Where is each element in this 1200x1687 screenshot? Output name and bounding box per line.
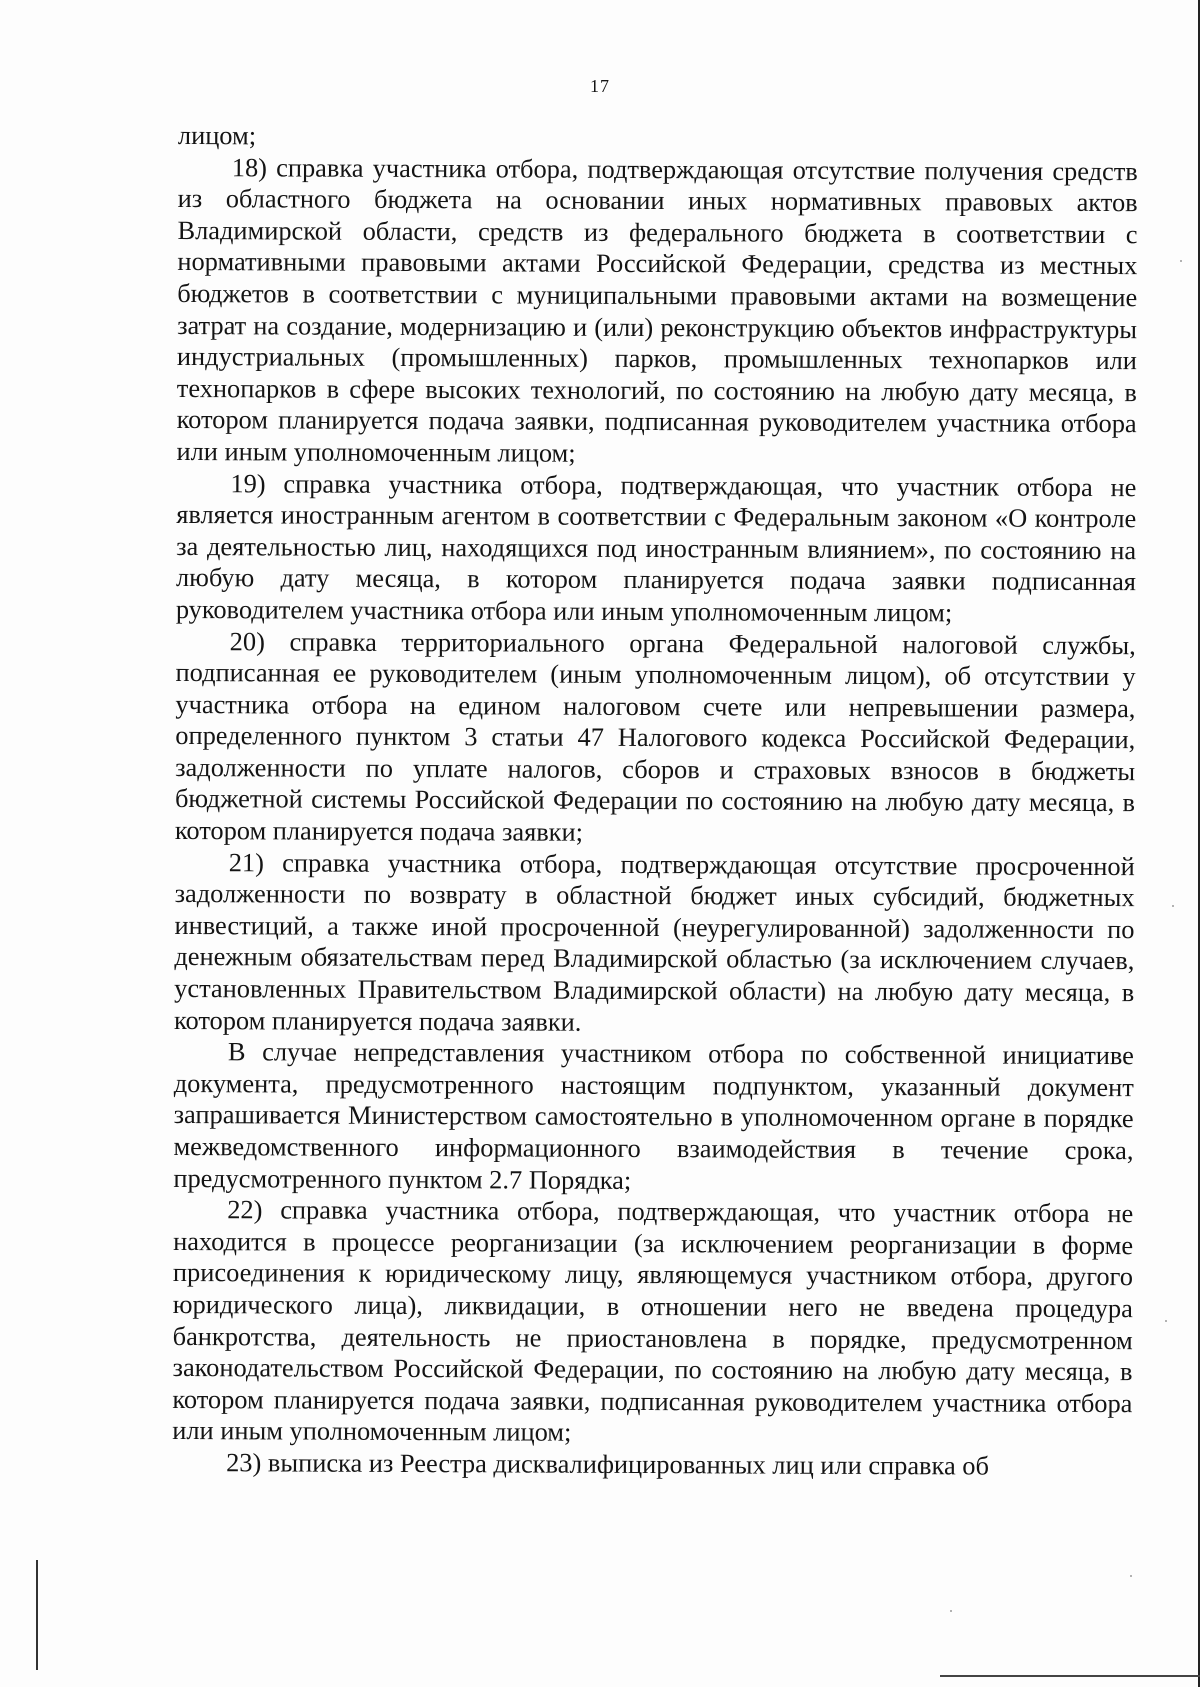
scan-speckle: [1165, 1320, 1167, 1322]
scan-speckle: [1130, 1575, 1132, 1577]
body-text: [172, 120, 1138, 1483]
paragraph-item-23: 23) выписка из Реестра дисквалифицированных лиц или справка об: [226, 1447, 989, 1481]
paragraph-item-20: 20) справка территориального органа Федеральной налоговой службы, подписанная ее руководителем (иным уполномоченным лицом), об отсутствии у участника отбора на едином налоговом счете или непревышении размера, определенного пунктом 3 статьи 47 Налогового кодекса Российской Федерации, задолженности по уплате налогов, сборов и страховых взносов в бюджеты бюджетной системы Российской Федерации по состоянию на любую дату месяца, в котором планируется подача заявки;: [174, 625, 1136, 847]
scan-edge-left: [36, 1560, 38, 1670]
page-number: 17: [590, 76, 610, 96]
paragraph-item-19: 19) справка участника отбора, подтверждающая, что участник отбора не является иностранным агентом в соответствии с Федеральным законом «О контроле за деятельностью лиц, находящихся под иностранным влиянием», по состоянию на любую дату месяца, в котором планируется подача заявки подписанная руководителем участника отбора или иным уполномоченным лицом;: [175, 467, 1137, 628]
paragraph-item-18: 18) справка участника отбора, подтверждающая отсутствие получения средств из областного бюджета на основании иных нормативных правовых актов Владимирской области, средств из федерального бюджета в соответствии с нормативными правовыми актами Российской Федерации, средства из местных бюджетов в соответствии с муниципальными правовыми актами на возмещение затрат на создание, модернизацию и (или) реконструкцию объектов инфраструктуры индустриальных (промышленных) парков, промышленных технопарков или технопарков в сфере высоких технологий, по состоянию на любую дату месяца, в котором планируется подача заявки, подписанная руководителем участника отбора или иным уполномоченным лицом;: [176, 151, 1138, 468]
scan-speckle: [1180, 260, 1182, 262]
paragraph-continuation: лицом;: [177, 120, 257, 151]
scan-edge-bottom: [940, 1675, 1200, 1677]
scan-speckle: [950, 1610, 952, 1612]
scan-speckle: [1172, 905, 1174, 907]
paragraph-item-22: 22) справка участника отбора, подтверждающая, что участник отбора не находится в процессе реорганизации (за исключением реорганизации в форме присоединения к юридическому лицу, являющемуся участником отбора, другого юридического лица), ликвидации, в отношении него не введена процедура банкротства, деятельность не приостановлена в порядке, предусмотренном законодательством Российской Федерации, по состоянию на любую дату месяца, в котором планируется подача заявки, подписанная руководителем участника отбора или иным уполномоченным лицом;: [172, 1194, 1134, 1448]
paragraph-item-21: 21) справка участника отбора, подтверждающая отсутствие просроченной задолженности по возврату в областной бюджет иных субсидий, бюджетных инвестиций, а также иной просроченной (неурегулированной) задолженности по денежным обязательствам перед Владимирской областью (за исключением случаев, установленных Правительством Владимирской области) на любую дату месяца, в котором планируется подача заявки.: [174, 846, 1135, 1037]
paragraph-note: В случае непредставления участником отбора по собственной инициативе документа, предусмотренного настоящим подпунктом, указанный документ запрашивается Министерством самостоятельно в уполномоченном органе в порядке межведомственного информационного взаимодействия в течение срока, предусмотренного пунктом 2.7 Порядка;: [173, 1036, 1134, 1195]
